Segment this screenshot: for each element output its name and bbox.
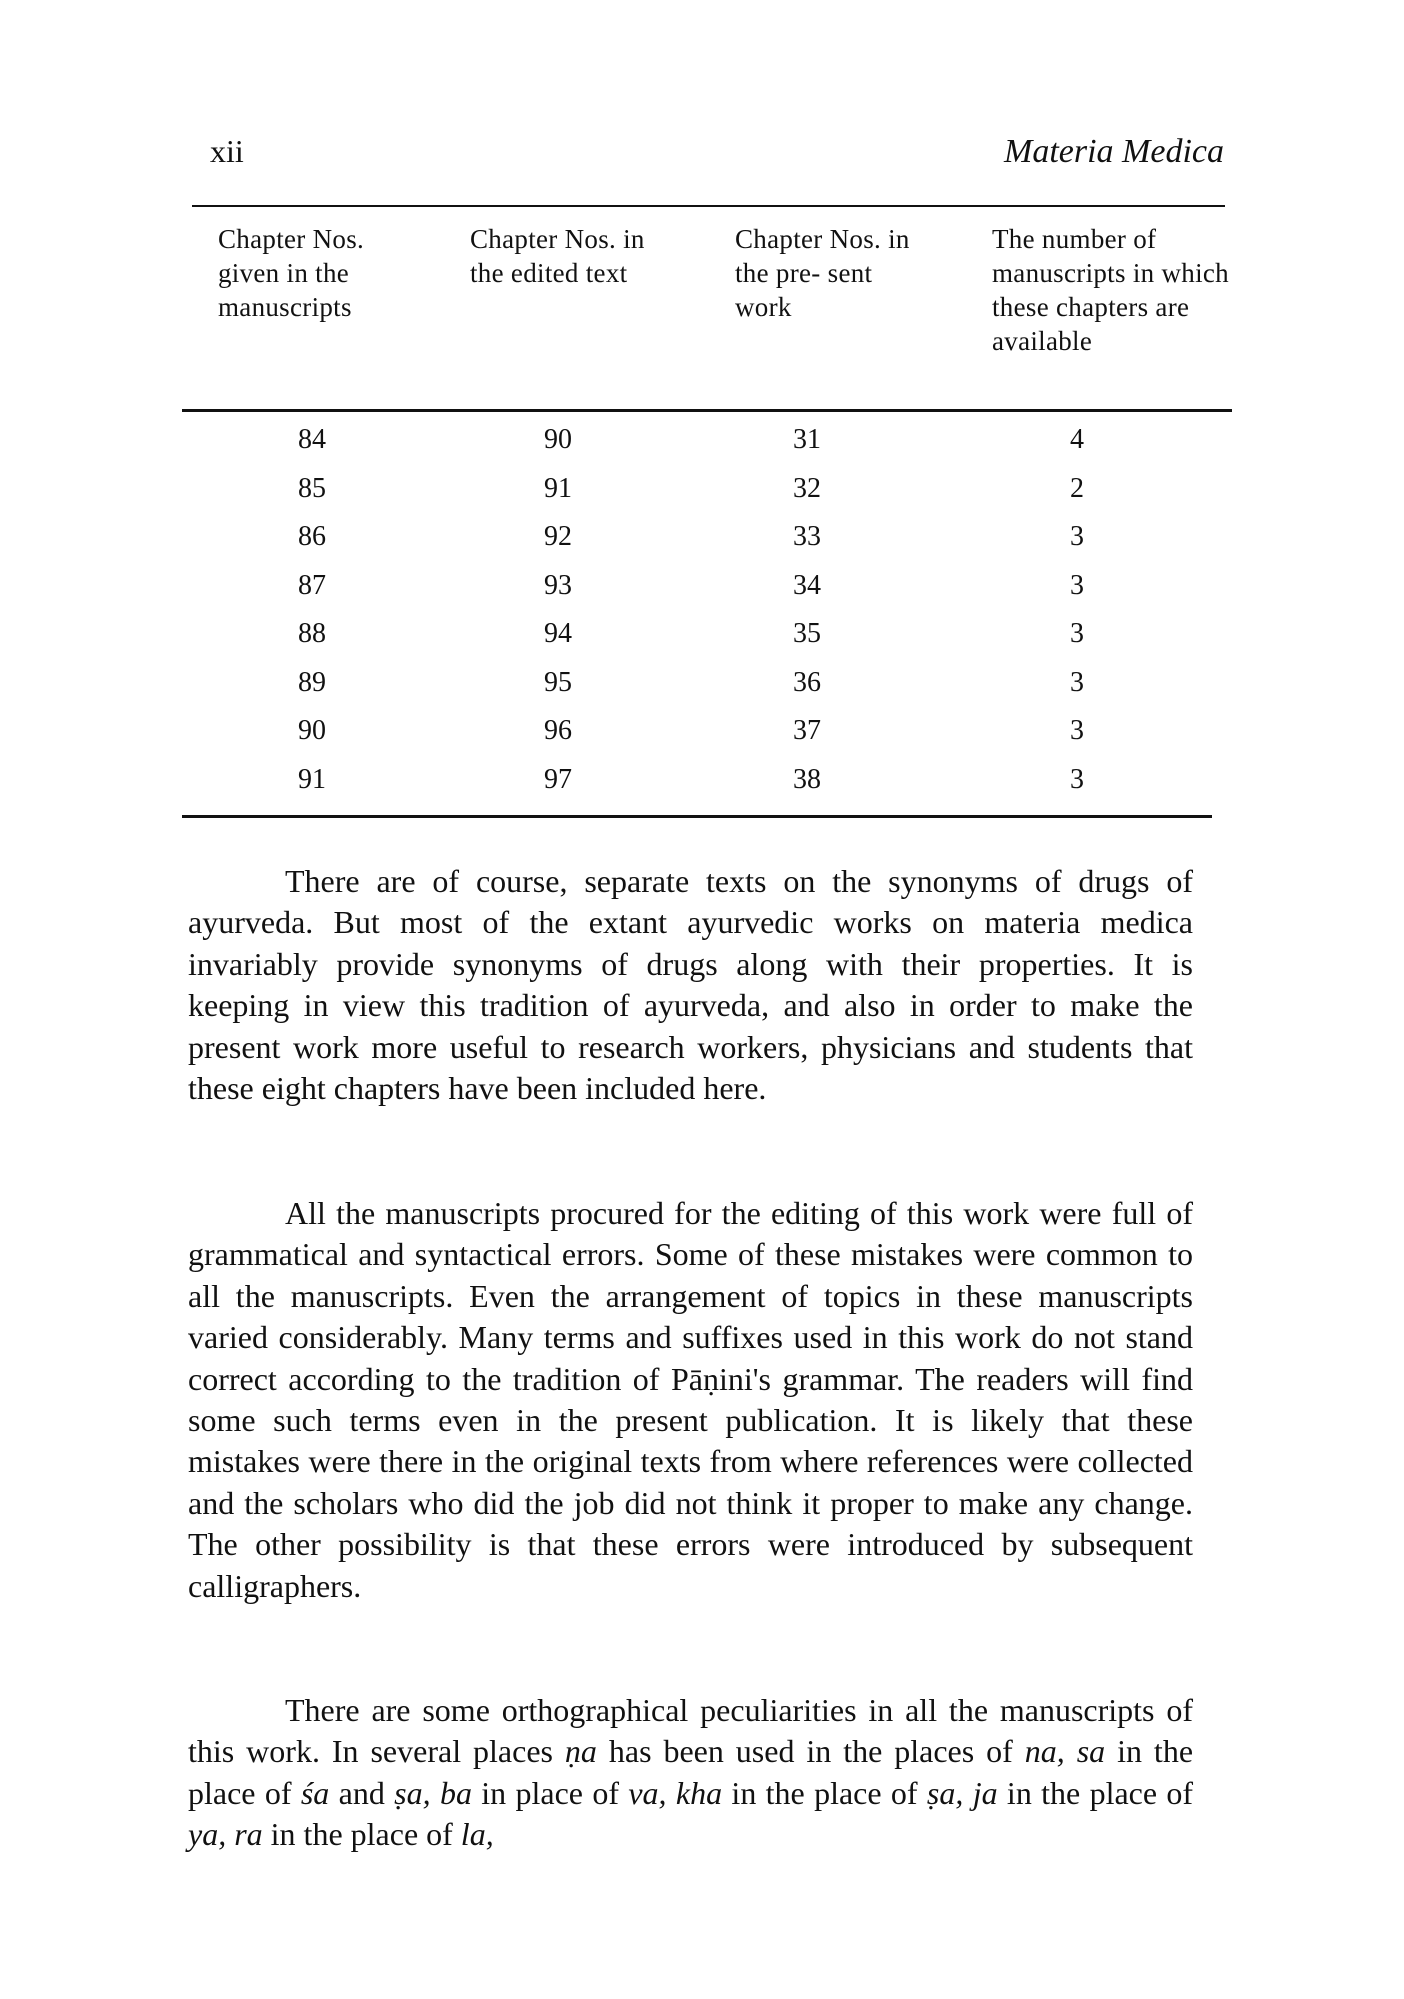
- table-header-col-3: Chapter Nos. in the pre- sent work: [735, 224, 910, 322]
- paragraph-text-run: in the place of: [722, 1774, 927, 1811]
- paragraph-text-run: in the place of: [997, 1774, 1194, 1811]
- table-cell: 88: [298, 618, 326, 649]
- page-number: xii: [210, 133, 244, 169]
- italic-syllable: va, kha: [628, 1774, 723, 1811]
- paragraph-text-run: in place of: [471, 1774, 629, 1811]
- table-cell: 90: [544, 424, 572, 455]
- table-header-rule: [182, 409, 1232, 412]
- table-cell: 94: [544, 618, 572, 649]
- paragraph-orthography: [188, 1690, 1193, 1856]
- italic-syllable: la,: [460, 1816, 494, 1853]
- paragraph-text-run: and: [329, 1774, 395, 1811]
- table-cell: 91: [298, 763, 326, 795]
- table-row: [182, 711, 1232, 760]
- table-cell: 92: [544, 521, 572, 552]
- table-header-col-4: The number of manuscripts in which these chapters are available: [992, 224, 1229, 356]
- table-cell: 36: [793, 666, 821, 698]
- table-cell: 3: [1070, 521, 1084, 552]
- table-row: [182, 469, 1232, 518]
- paragraph-text: All the manuscripts procured for the editing of this work were full of grammatical and syntactical errors. Some of these mistakes were common to all the manuscripts. Even the arrangement of topics in these manuscripts varied considerably. Many terms and suffixes used in this work do not stand correct according to the tradition of Pāṇini's grammar. The readers will find some such terms even in the present publication. It is likely that these mistakes were there in the original texts from where references were collected and the scholars who did the job did not think it proper to make any change. The other possibility is that these errors were introduced by subsequent calligraphers.: [188, 1195, 1193, 1604]
- italic-syllable: ṇa: [564, 1733, 597, 1770]
- table-row: [182, 517, 1232, 566]
- table-cell: 3: [1070, 763, 1084, 795]
- table-row: [182, 614, 1232, 663]
- table-row: [182, 760, 1232, 809]
- table-header-col-2: Chapter Nos. in the edited text: [470, 224, 645, 288]
- running-head: Materia Medica: [1004, 133, 1224, 170]
- table-cell: 84: [298, 424, 326, 455]
- table-cell: 91: [544, 472, 572, 504]
- table-cell: 95: [544, 666, 572, 698]
- paragraph-text-run: has been used in the places of: [596, 1733, 1025, 1770]
- paragraph-text-run: in the place of: [188, 1733, 1194, 1811]
- table-cell: 2: [1070, 472, 1084, 504]
- table-cell: 38: [793, 763, 821, 795]
- italic-syllable: ṣa, ba: [394, 1774, 472, 1811]
- italic-syllable: na, sa: [1024, 1733, 1106, 1770]
- table-row: [182, 420, 1232, 469]
- italic-syllable: ṣa, ja: [926, 1774, 998, 1811]
- table-cell: 4: [1070, 424, 1084, 455]
- table-row: [182, 663, 1232, 712]
- table-cell: 96: [544, 715, 572, 746]
- table-cell: 97: [544, 763, 572, 795]
- paragraph-text-run: There are some orthographical peculiarities in all the manuscripts of this work. In several places: [188, 1692, 1193, 1770]
- table-row: [182, 566, 1232, 615]
- table-cell: 3: [1070, 569, 1084, 601]
- table-cell: 35: [793, 618, 821, 649]
- table-cell: 93: [544, 569, 572, 601]
- table-cell: 89: [298, 666, 326, 698]
- paragraph-text-run: in the place of: [262, 1816, 461, 1853]
- italic-syllable: ya, ra: [188, 1816, 263, 1853]
- table-cell: 85: [298, 472, 326, 504]
- table-cell: 3: [1070, 618, 1084, 649]
- table-cell: 3: [1070, 666, 1084, 698]
- table-cell: 31: [793, 424, 821, 455]
- table-bottom-rule: [182, 815, 1212, 818]
- table-cell: 34: [793, 569, 821, 601]
- paragraph-manuscript-errors: [188, 1193, 1193, 1607]
- paragraph-synonyms: [188, 861, 1193, 1109]
- table-cell: 90: [298, 715, 326, 746]
- table-cell: 87: [298, 569, 326, 601]
- table-top-rule: [192, 205, 1225, 207]
- table-cell: 3: [1070, 715, 1084, 746]
- table-header-col-1: Chapter Nos. given in the manuscripts: [218, 224, 365, 322]
- paragraph-text: There are of course, separate texts on the synonyms of drugs of ayurveda. But most of the extant ayurvedic works on materia medica invariably provide synonyms of drugs along with their properties. It is keeping in view this tradition of ayurveda, and also in order to make the present work more useful to research workers, physicians and students that these eight chapters have been included here.: [188, 863, 1193, 1107]
- table-cell: 86: [298, 521, 326, 552]
- table-cell: 37: [793, 715, 821, 746]
- italic-syllable: śa: [300, 1774, 330, 1811]
- table-cell: 32: [793, 472, 821, 504]
- table-cell: 33: [793, 521, 821, 552]
- table-body: [182, 420, 1232, 808]
